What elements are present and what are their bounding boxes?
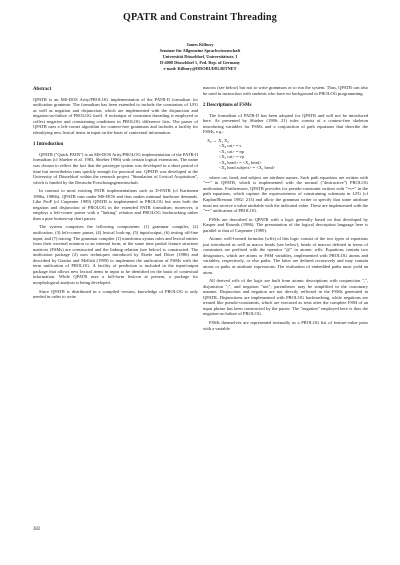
grammar-rule-line: <X₀ head> = <X₂ head>: [219, 159, 262, 165]
grammar-rule-line: X₀ → X₁ X₂: [207, 137, 229, 143]
right-column: [203, 85, 368, 334]
section-2-paragraph-6: FSMs themselves are represented internally as a PROLOG list of feature-value pairs with a variable: [203, 319, 368, 331]
section-1-paragraph-2: In contrast to most existing PATR implementations such as D-PATR (cf Karttunen 1986a, 1986b), QPATR runs under MS-DOS and thus makes minimal hardware demands. Like ProP (cf Carpenter 1989) QPATR is implemented in PROLOG but uses both the negation and disjunction of PROLOG in the extended PATR formalism; moreover, it employs a left-corner parser with a "linking" relation and PROLOG backtracking rather than a pure bottom-up chart parser.: [33, 188, 198, 221]
section-2-heading: 2 Descriptions of FSMs: [203, 103, 252, 109]
author-affiliation-3: D-4000 Düsseldorf 1, Fed. Rep. of Germany: [159, 60, 241, 66]
grammar-rule-line: <X₀ head subject> = <X₁ head>: [219, 165, 276, 171]
author-affiliation-1: Seminar für Allgemeine Sprachwissenschaft: [159, 48, 241, 54]
author-name: James Kilbury: [186, 42, 214, 47]
grammar-rule-example: [207, 138, 368, 171]
continued-paragraph: macros (see below) but not to write grammars or to run the system. Thus, QPATR can also be used in instruction with students who have no background in PROLOG programming.: [203, 85, 368, 96]
page-number: 382: [33, 527, 41, 532]
abstract-heading: Abstract: [33, 87, 52, 92]
section-2-paragraph-3: FSMs are described in QPATR with a logic generally based on that developed by Kasper and Rounds (1986). The presentation of the logical description language here is parallel to that of Carpenter (1989).: [203, 216, 368, 233]
section-1-paragraph-3: The system comprises the following components: (1) grammar compiler, (2) unification, (3) left-corner parser, (4) lexical look-up, (5) input/output, (6) testing off-line input, and (7) tracing. The grammar compiler (1) transforms syntax rules and lexical entries from their external notation to an internal form; at the same time partial feature structure matrices (FSMs) are constructed and the linking relation (see below) is constructed. The unification package (2) uses techniques introduced by Eisele and Dörre (1986) and described by Gazdar and Mellish (1989) to implement the unification of FSMs with the term unification of PROLOG. A facility of prediction is included in the input/output package that allows new lexical items in input to be identified on the basis of contextual information. While QPATR uses a full-form lexicon at present, a package for morphological analysis is being developed.: [33, 224, 198, 285]
grammar-rule-line: <X₁ cat> = np: [219, 148, 244, 154]
section-2-paragraph-2: where cat, head, and subject are attribute names. Such path equations are written with "==" in QPATR, which is implemented with the normal ("destructive") PROLOG unification. Furthermore, QPATR provides for pseudo-constraint written with "=c=" in the path equations, which capture the expressiveness of constraining schemata in LFG (cf Kaplan/Bresnan 1982: 213) and allow the grammar writer to specify that some attribute must not receive a value unifiable with the indicated value. These are implemented with the "==" unification of PROLOG.: [203, 174, 368, 214]
section-1-heading: 1 Introduction: [33, 142, 64, 148]
grammar-rule-line: <X₀ cat> = s: [219, 143, 242, 149]
section-2-paragraph-5: All derived wffs of the logic are built from atomic descriptions with conjunction ",", disjunction ";", and negation "not"; parentheses may be simplified in the customary manner. Disjunction and negation are not directly reflected in the FSMs generated in QPATR. Disjunctions are implemented with PROLOG backtracking, while negations are treated like pseudo-constraints, which are executed as tests after the complete FSM of an input phrase has been constructed by the parser. The "negation" employed here is thus the negation-as-failure of PROLOG.: [203, 278, 368, 317]
abstract-text: QPATR is an MS-DOS Arity/PROLOG implementation of the PATR-II formalism for unification grammar. The formalism has been extended to include the constraints of LFG as well as negation and disjunction, which are implemented with the disjunction and negation-as-failure of PROLOG itself. A technique of constraint threading is employed to collect negative and constraining conditions in PROLOG difference lists. The parser of QPATR uses a left-corner algorithm for context-free grammars and includes a facility for identifying new lexical items in input on the basis of contextual information.: [33, 96, 198, 135]
section-2-paragraph-1: The formalism of PATR-II has been adopted for QPATR and will not be introduced here. As presented by Shieber (1986: 21) rules consist of a context-free skeleton introducing variables for FSMs and a conjunction of path equations that describe the FSMs, e.g.:: [203, 112, 368, 135]
section-1-paragraph-1: QPATR ("Quick PATR") is an MS-DOS Arity/PROLOG implementation of the PATR-II formalism (cf Shieber et al. 1983, Shieber 1986) with certain logical extensions. The name was chosen to reflect the fact that the prototype system was developed in a short period of time but nevertheless runs quickly enough for practical use. QPATR was developed at the University of Düsseldorf within the research project "Simulation of Lexical Acquisition", which is funded by the Deutsche Forschungsgemeinschaft.: [33, 151, 198, 185]
left-column: [33, 87, 198, 303]
section-2-paragraph-4: Atomic well-formed formulas (wffs) of this logic consist of the two types of equations just introduced as well as macro heads (see below); heads of macros defined in terms of constraints are prefixed with the operator "@" in atomic wffs. Equations contain two designators, which are atoms or FSM variables, implemented with PROLOG atoms and variables, respectively, or else paths. The latter are defined recursively and may contain atoms or paths as attribute expressions. The evaluation of embedded paths must yield an atom.: [203, 236, 368, 275]
author-block: [60, 42, 340, 72]
author-affiliation-2: Universität Düsseldorf, Universitätsstr. 1: [162, 54, 238, 60]
grammar-rule-line: <X₂ cat> = vp: [219, 154, 244, 160]
author-email: e-mail: Kilbury@DDORUD81.BITNET: [163, 66, 237, 72]
paper-title: QPATR and Constraint Threading: [123, 12, 277, 23]
section-1-paragraph-4: Since QPATR is distributed in a compiled version, knowledge of PROLOG is only needed in order to write: [33, 288, 198, 300]
